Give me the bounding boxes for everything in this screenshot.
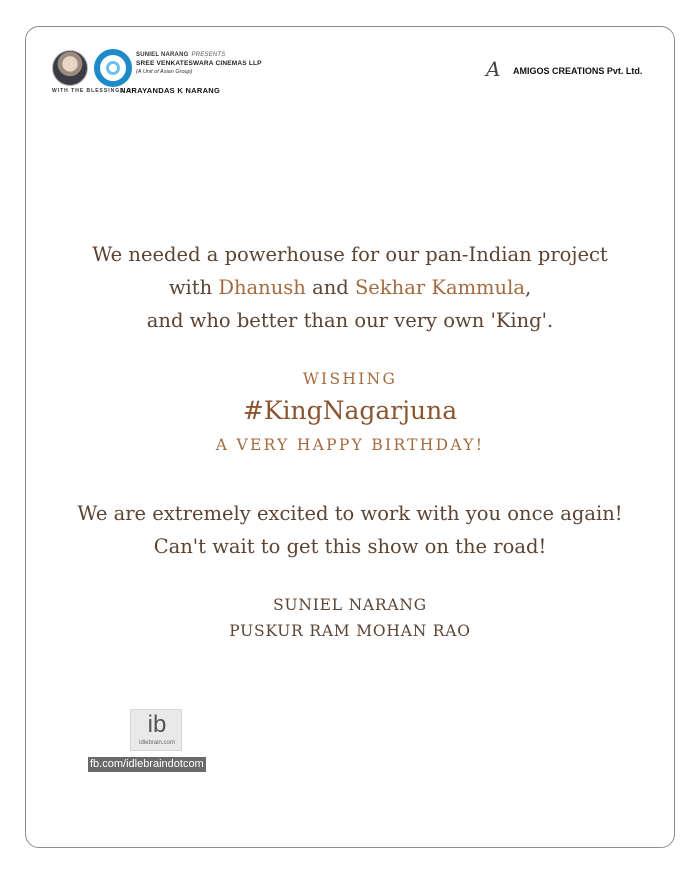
company-name: SREE VENKATESWARA CINEMAS LLP (136, 60, 262, 67)
closing-line-1: We are extremely excited to work with you once again! (77, 502, 623, 525)
portrait-photo (52, 50, 88, 86)
ib-letters: ib (147, 711, 167, 738)
fb-link[interactable]: fb.com/idlebraindotcom (90, 758, 204, 770)
closing-paragraph (0, 497, 700, 563)
birthday-label: A VERY HAPPY BIRTHDAY! (215, 436, 485, 454)
hashtag: #KingNagarjuna (242, 396, 458, 425)
message-paragraph (0, 238, 700, 337)
amigos-a-mark-icon: A (486, 57, 501, 81)
blessing-prefix: WITH THE BLESSINGS OF (52, 88, 136, 94)
closing-line-2: Can't wait to get this show on the road! (153, 535, 547, 558)
presenter-line: SUNIEL NARANG PRESENTS (136, 52, 226, 58)
idlebrain-logo (130, 709, 182, 751)
signature-2: PUSKUR RAM MOHAN RAO (229, 622, 471, 640)
signature-1: SUNIEL NARANG (273, 596, 427, 614)
blessing-name: NARAYANDAS K NARANG (120, 86, 221, 95)
amigos-company-name: AMIGOS CREATIONS Pvt. Ltd. (513, 66, 643, 76)
name-sekhar-kammula: Sekhar Kammula (354, 276, 525, 299)
wishing-label: WISHING (302, 370, 398, 388)
message-line-3: and who better than our very own 'King'. (146, 309, 554, 332)
ring-logo-icon (94, 49, 132, 87)
sree-venkateswara-cinemas-logo (52, 48, 262, 98)
company-unit-note: (A Unit of Asian Group) (136, 69, 193, 75)
name-dhanush: Dhanush (218, 276, 306, 299)
ib-caption: idlebrain.com (139, 740, 175, 746)
message-line-1: We needed a powerhouse for our pan-Indian project (92, 243, 608, 266)
message-line-2: with Dhanush and Sekhar Kammula, (168, 276, 532, 299)
amigos-creations-logo (486, 57, 661, 82)
signature-block (0, 592, 700, 644)
